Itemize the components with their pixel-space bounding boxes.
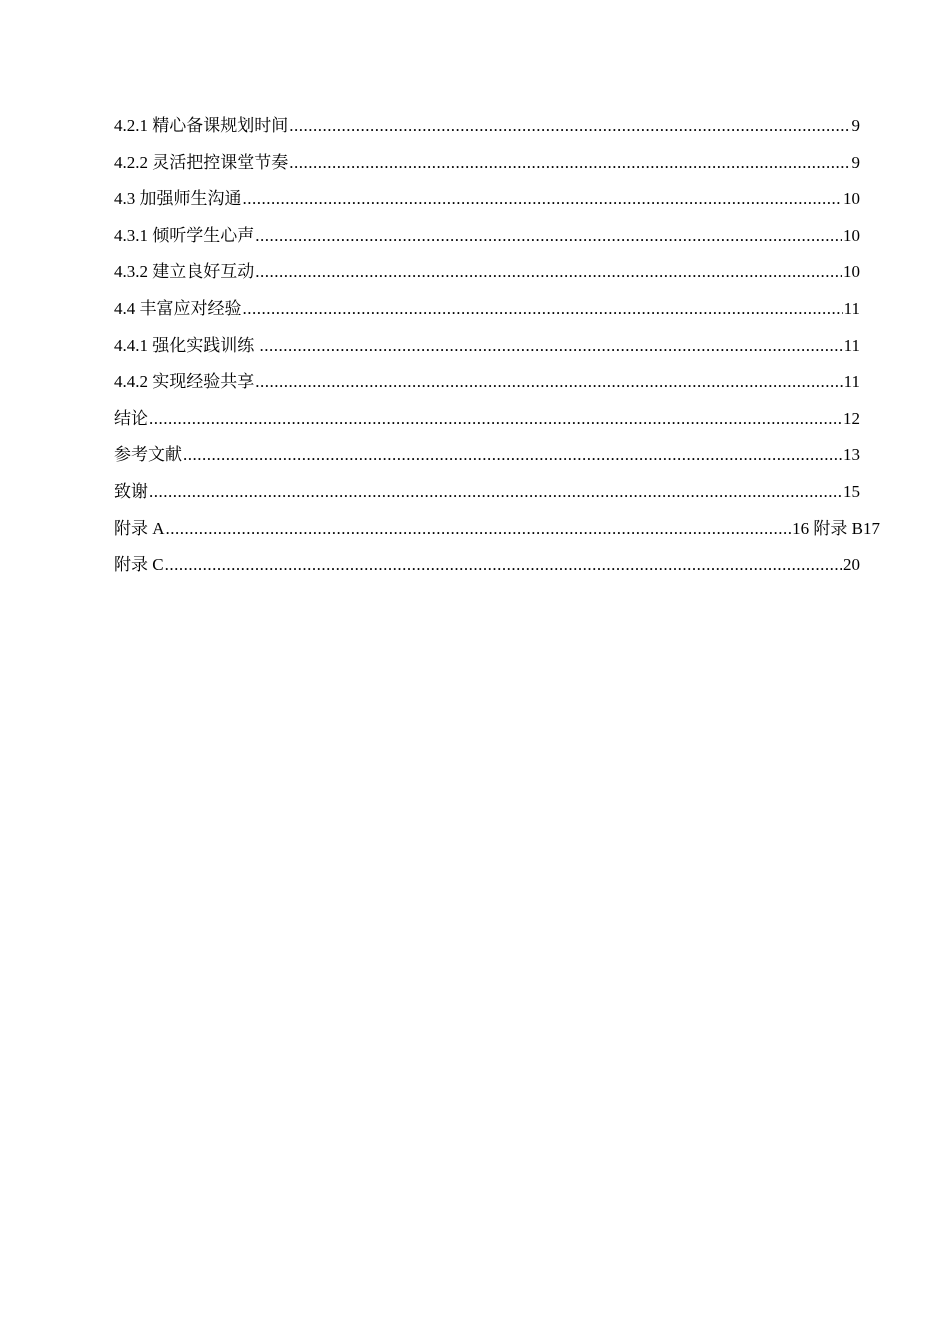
toc-entry-appendix-a[interactable] [114, 515, 880, 552]
toc-entry-4-3-2[interactable] [114, 258, 860, 295]
toc-entry-4-4-1[interactable] [114, 332, 860, 369]
toc-entry-title: 4.2.2 灵活把控课堂节奏 [114, 152, 289, 172]
toc-leader-dots [255, 258, 842, 286]
toc-entry-references[interactable] [114, 441, 860, 478]
toc-entry-page: 11 [843, 335, 860, 355]
toc-entry-page: 15 [843, 481, 860, 501]
toc-leader-dots [289, 149, 850, 177]
toc-entry-title: 4.4 丰富应对经验 [114, 298, 242, 318]
toc-entry-4-3[interactable] [114, 185, 860, 222]
toc-entry-title: 4.4.2 实现经验共享 [114, 372, 255, 392]
toc-entry-4-2-2[interactable] [114, 149, 860, 186]
toc-leader-dots [243, 185, 843, 213]
toc-entry-page: 9 [851, 152, 860, 172]
toc-entry-title: 结论 [114, 408, 148, 428]
toc-leader-dots [289, 112, 850, 140]
toc-leader-dots [166, 515, 792, 543]
toc-entry-page: 12 [843, 408, 860, 428]
toc-entry-page: 9 [851, 116, 860, 135]
toc-entry-4-2-1[interactable] [114, 112, 860, 149]
toc-leader-dots [183, 441, 842, 469]
toc-entry-title: 附录 A [114, 518, 165, 538]
toc-entry-title: 参考文献 [114, 445, 182, 465]
toc-leader-dots [255, 222, 842, 250]
toc-leader-dots [260, 332, 843, 360]
toc-entry-4-3-1[interactable] [114, 222, 860, 259]
toc-entry-page: 11 [843, 372, 860, 392]
toc-leader-dots [149, 405, 842, 433]
toc-entry-page: 11 [843, 298, 860, 318]
toc-entry-title: 4.4.1 强化实践训练 [114, 335, 259, 355]
table-of-contents [114, 112, 880, 588]
toc-entry-page: 10 [843, 262, 860, 282]
toc-entry-acknowledgements[interactable] [114, 478, 860, 515]
toc-entry-conclusion[interactable] [114, 405, 860, 442]
toc-leader-dots [243, 295, 843, 323]
toc-entry-page: 13 [843, 445, 860, 465]
toc-entry-title: 4.3 加强师生沟通 [114, 189, 242, 209]
toc-entry-page: 16 附录 B17 [792, 518, 880, 538]
toc-entry-title: 致谢 [114, 481, 148, 501]
toc-leader-dots [149, 478, 842, 506]
toc-entry-title: 附录 C [114, 555, 164, 575]
toc-entry-title: 4.3.1 倾听学生心声 [114, 225, 255, 245]
toc-entry-appendix-c[interactable] [114, 551, 860, 588]
toc-leader-dots [255, 368, 842, 396]
toc-leader-dots [165, 551, 842, 579]
toc-entry-4-4[interactable] [114, 295, 860, 332]
toc-entry-page: 10 [843, 189, 860, 209]
toc-entry-page: 20 [843, 555, 860, 575]
toc-entry-title: 4.3.2 建立良好互动 [114, 262, 255, 282]
toc-entry-page: 10 [843, 225, 860, 245]
toc-entry-title: 4.2.1 精心备课规划时间 [114, 116, 289, 135]
toc-entry-4-4-2[interactable] [114, 368, 860, 405]
